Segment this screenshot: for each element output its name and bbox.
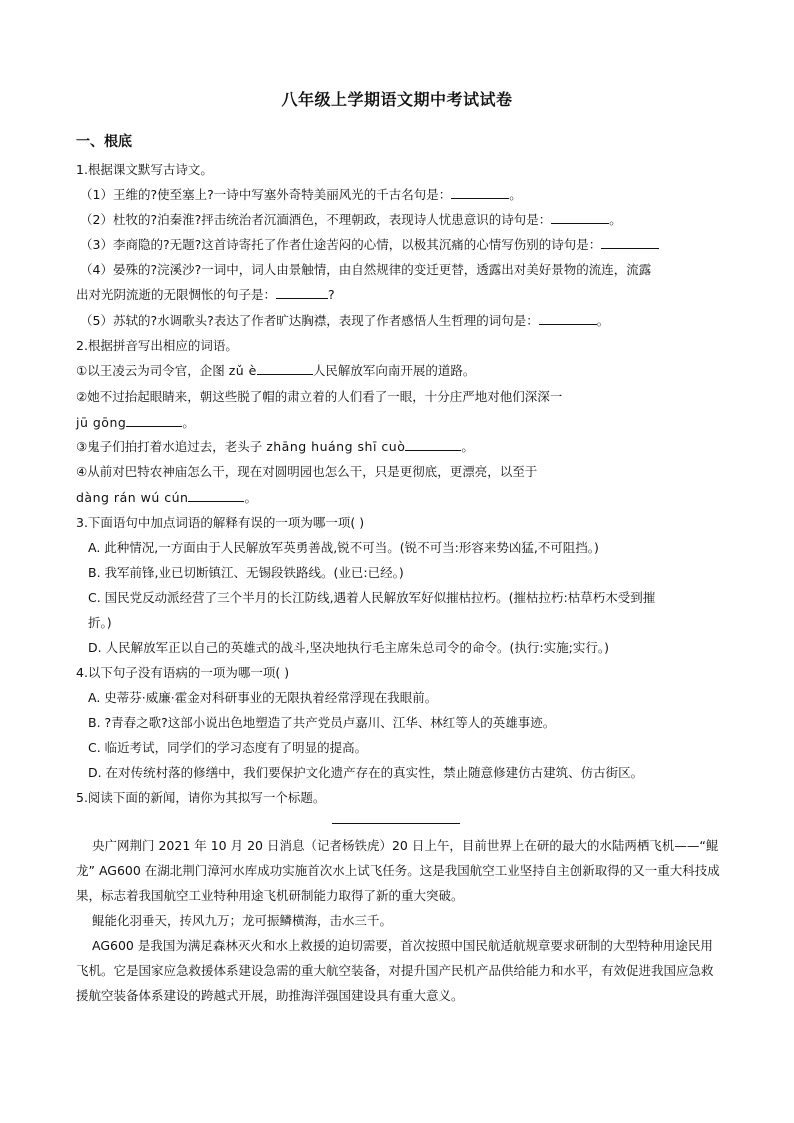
answer-blank bbox=[276, 286, 328, 299]
page-title: 八年级上学期语文期中考试试卷 bbox=[281, 90, 513, 109]
q1-item-2: （2）杜牧的?泊秦淮?抨击统治者沉湎酒色，不理朝政，表现诗人忧患意识的诗句是： 。 bbox=[80, 212, 622, 227]
q2-item-4-cont: dàng rán wú cún 。 bbox=[76, 490, 257, 505]
q2-item-1: ①以王凌云为司令官，企图 zǔ è 人民解放军向南开展的道路。 bbox=[76, 363, 476, 378]
answer-blank bbox=[188, 489, 244, 502]
q4-stem: 4.以下句子没有语病的一项为哪一项( ) bbox=[76, 665, 290, 680]
answer-blank bbox=[126, 414, 182, 427]
title-answer-line bbox=[332, 823, 460, 824]
q3-option-b: B. 我军前锋,业已切断镇江、无锡段铁路线。(业已:已经。) bbox=[88, 565, 404, 580]
section-heading: 一、根底 bbox=[76, 134, 132, 150]
q3-option-c-cont: 折。) bbox=[88, 615, 112, 630]
answer-blank bbox=[257, 362, 313, 375]
q1-item-4: （4）晏殊的?浣溪沙?一词中，词人由景触情，由自然规律的变迁更替，透露出对美好景物的流连，流露 bbox=[80, 262, 652, 277]
answer-blank bbox=[551, 211, 609, 224]
q2-item-3: ③鬼子们拍打着水追过去，老头子 zhāng huáng shī cuò 。 bbox=[76, 439, 474, 454]
q3-option-c: C. 国民党反动派经营了三个半月的长江防线,遇着人民解放军好似摧枯拉朽。(摧枯拉朽:枯草朽木受到摧 bbox=[88, 590, 656, 605]
q2-item-2: ②她不过抬起眼睛来，朝这些脱了帽的肃立着的人们看了一眼，十分庄严地对他们深深一 bbox=[76, 389, 563, 404]
q3-option-d: D. 人民解放军正以自己的英雄式的战斗,坚决地执行毛主席朱总司令的命令。(执行:实施;实行。) bbox=[88, 640, 609, 655]
answer-blank bbox=[405, 438, 461, 451]
q5-stem: 5.阅读下面的新闻，请你为其拟写一个标题。 bbox=[76, 790, 326, 805]
answer-blank bbox=[601, 236, 659, 249]
answer-blank bbox=[539, 312, 597, 325]
q3-option-a: A. 此种情况,一方面由于人民解放军英勇善战,锐不可当。(锐不可当:形容来势凶猛,不可阻挡。) bbox=[88, 540, 599, 555]
q1-item-1: （1）王维的?使至塞上?一诗中写塞外奇特美丽风光的千古名句是： 。 bbox=[80, 187, 522, 202]
q4-option-a: A. 史蒂芬·威廉·霍金对科研事业的无限执着经常浮现在我眼前。 bbox=[88, 690, 438, 705]
q2-item-2-cont: jū gōng 。 bbox=[76, 415, 195, 430]
q4-option-d: D. 在对传统村落的修缮中，我们要保护文化遗产存在的真实性，禁止随意修建仿古建筑、仿古街区。 bbox=[88, 765, 644, 780]
q1-item-3: （3）李商隐的?无题?这首诗寄托了作者仕途苦闷的心情，以极其沉痛的心情写伤别的诗句是： bbox=[80, 235, 659, 255]
news-paragraph-2: 鲲能化羽垂天，抟风九万；龙可振鳞横海，击水三千。 bbox=[92, 913, 393, 928]
news-paragraph-3: AG600 是我国为满足森林灭火和水上救援的迫切需要，首次按照中国民航适航规章要求研制的大型特种用途民用飞机。它是国家应急救援体系建设急需的重大航空装备，对提升国产民机产品供给能力和水平，有效促进我国应急救援航空装备体系建设的跨越式开展，助推海洋强国建设具有重大意义。 bbox=[76, 938, 714, 1003]
news-paragraph-1: 央广网荆门 2021 年 10 月 20 日消息（记者杨铁虎）20 日上午，目前世界上在研的最大的水陆两栖飞机——“鲲龙” AG600 在湖北荆门漳河水库成功实施首次水上试飞任务。这是我国航空工业坚持自主创新取得的又一重大科技成果，标志着我国航空工业特种用途飞机研制能力取得了新的重大突破。 bbox=[76, 838, 720, 903]
q1-item-5: （5）苏轼的?水调歌头?表达了作者旷达胸襟，表现了作者感悟人生哲理的词句是： 。 bbox=[80, 313, 610, 328]
q3-stem: 3.下面语句中加点词语的解释有误的一项为哪一项( ) bbox=[76, 515, 365, 530]
answer-blank bbox=[451, 186, 509, 199]
q2-item-4: ④从前对巴特农神庙怎么干，现在对圆明园也怎么干，只是更彻底，更漂亮，以至于 bbox=[76, 464, 538, 479]
q4-option-b: B. ?青春之歌?这部小说出色地塑造了共产党员卢嘉川、江华、林红等人的英雄事迹。 bbox=[88, 715, 556, 730]
q1-item-4-cont: 出对光阴流逝的无限惆怅的句子是： ? bbox=[76, 287, 335, 302]
q4-option-c: C. 临近考试，同学们的学习态度有了明显的提高。 bbox=[88, 740, 368, 755]
q2-stem: 2.根据拼音写出相应的词语。 bbox=[76, 338, 238, 353]
q1-stem: 1.根据课文默写古诗文。 bbox=[76, 162, 213, 177]
